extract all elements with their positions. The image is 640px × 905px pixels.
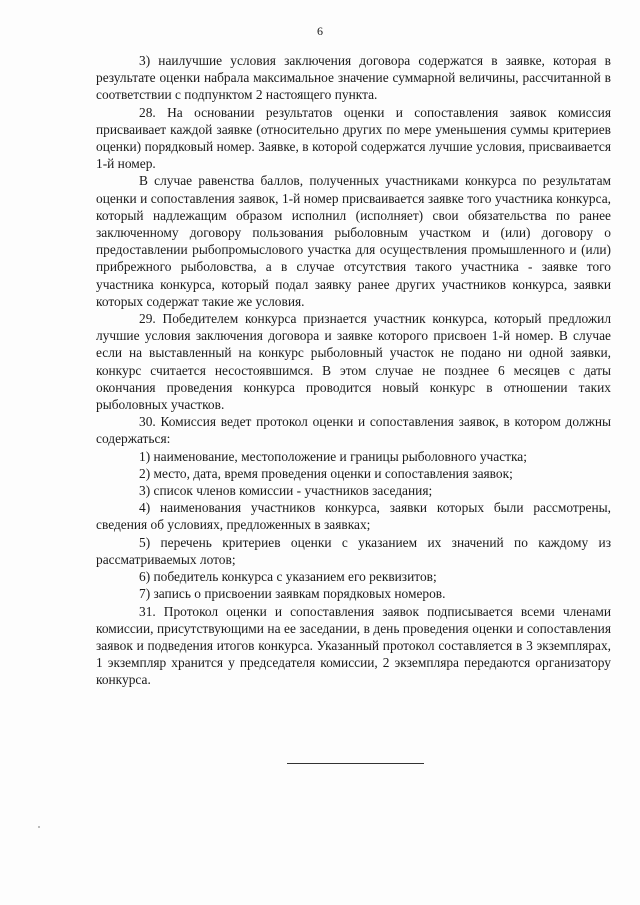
paragraph-28: 28. На основании результатов оценки и сопоставления заявок комиссия присваивает каждой заявке (относительно других по мере уменьшения суммы критериев оценки) порядковый номер. Заявке, в которой содержатся лучшие условия, присваивается 1-й номер.: [96, 104, 611, 172]
paragraph-29: 29. Победителем конкурса признается участник конкурса, который предложил лучшие условия заключения договора и заявке которого присвоен 1-й номер. В случае если на выставленный на конкурс рыболовный участок не подано ни одной заявки, конкурс считается несостоявшимся. В этом случае не позднее 6 месяцев с даты окончания проведения конкурса проводится новый конкурс в отношении таких рыболовных участков.: [96, 311, 611, 413]
list-item-1: 1) наименование, местоположение и границы рыболовного участка;: [139, 448, 527, 464]
list-item-4: 4) наименования участников конкурса, заявки которых были рассмотрены, сведения об условиях, предложенных в заявках;: [96, 500, 611, 533]
paragraph-31: 31. Протокол оценки и сопоставления заявок подписывается всеми членами комиссии, присутствующими на ее заседании, в день проведения оценки и сопоставления заявок и подведения итогов конкурса. Указанный протокол составляется в 3 экземплярах, 1 экземпляр хранится у председателя комиссии, 2 экземпляра передаются организатору конкурса.: [96, 603, 611, 688]
list-item-3: 3) список членов комиссии - участников заседания;: [139, 483, 433, 499]
end-separator-line: [287, 763, 424, 764]
list-item-5: 5) перечень критериев оценки с указанием их значений по каждому из рассматриваемых лотов;: [96, 534, 611, 567]
scan-speck: [38, 826, 40, 828]
paragraph-30: 30. Комиссия ведет протокол оценки и сопоставления заявок, в котором должны содержаться:: [96, 414, 611, 447]
list-item-2: 2) место, дата, время проведения оценки и сопоставления заявок;: [139, 465, 513, 481]
list-item-6: 6) победитель конкурса с указанием его реквизитов;: [139, 569, 437, 585]
list-item-7: 7) запись о присвоении заявкам порядковых номеров.: [139, 586, 446, 602]
document-body: [96, 52, 611, 689]
page-number: 6: [317, 24, 323, 38]
paragraph-28-tie-rule: В случае равенства баллов, полученных участниками конкурса по результатам оценки и сопоставления заявок, 1-й номер присваивается заявке того участника конкурса, который надлежащим образом исполнил (исполняет) свои обязательства по ранее заключенному договору пользования рыболовным участком и (или) договору о предоставлении рыбопромыслового участка для осуществления промышленного и (или) прибрежного рыболовства, а в случае отсутствия такого участника - заявке того участника конкурса, который подал заявку ранее других участников конкурса, заявки которых содержат такие же условия.: [96, 173, 611, 309]
paragraph-27-item-3: 3) наилучшие условия заключения договора содержатся в заявке, которая в результате оценки набрала максимальное значение суммарной величины, рассчитанной в соответствии с подпунктом 2 настоящего пункта.: [96, 53, 611, 103]
